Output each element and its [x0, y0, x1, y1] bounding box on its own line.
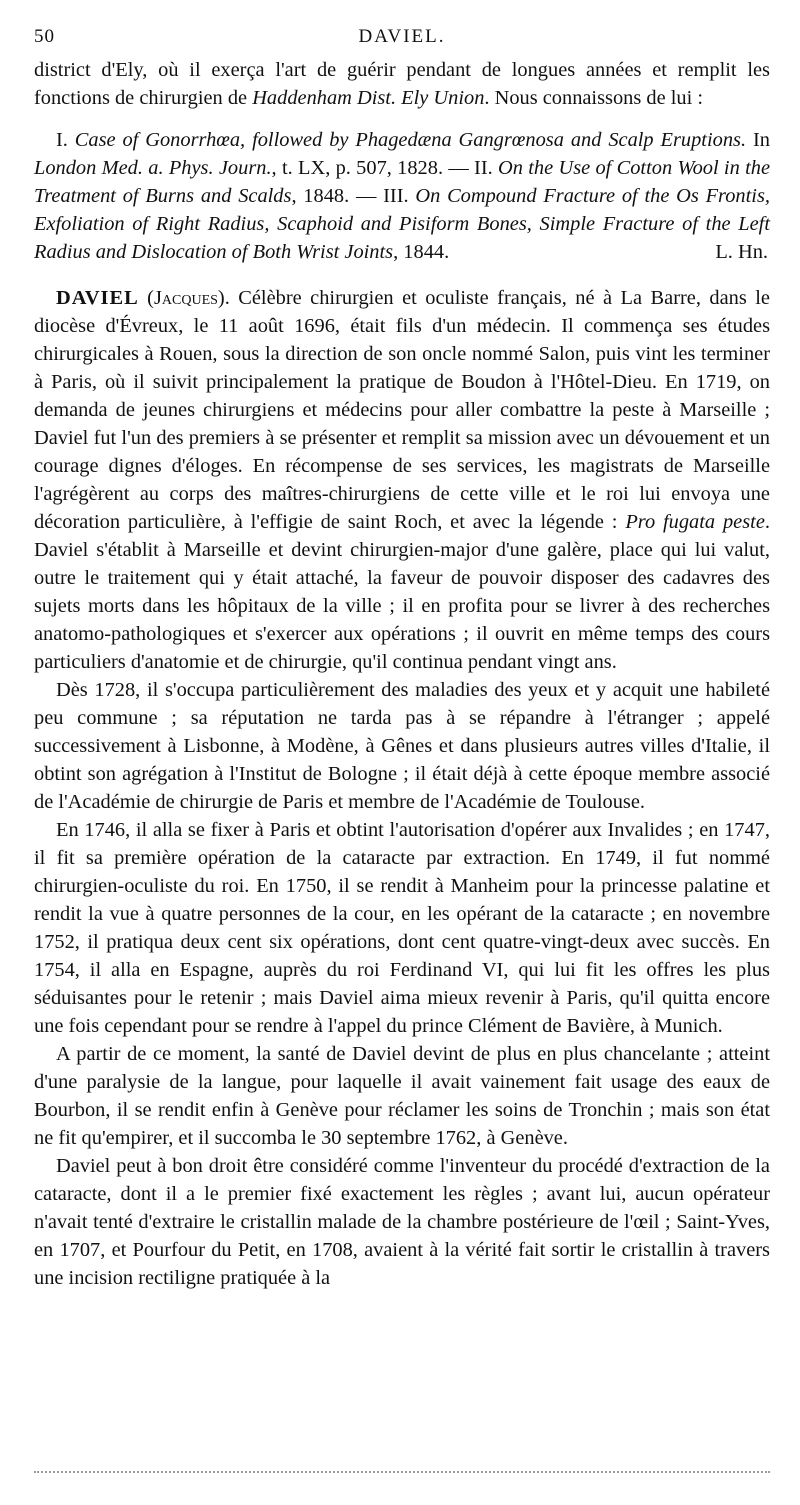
- previous-entry-text-1: district d'Ely, où il exerça l'art de guérir pendant de longues années et remplit les fonctions de chirurgien de: [34, 59, 770, 109]
- entry-paragraph-1: [34, 284, 770, 676]
- bib-text-5: , 1844.: [393, 241, 450, 263]
- bib-text-4: , 1848. — III.: [291, 185, 416, 207]
- page-number: 50: [34, 26, 55, 47]
- entry-paragraph-1-text-a: Célèbre chirurgien et oculiste français, né à La Barre, dans le diocèse d'Évreux, le 11 août 1696, était fils d'un médecin. Il commença ses études chirurgicales à Rouen, sous la direction de son oncle nommé Salon, puis vint les terminer à Paris, où il suivit principalement la pratique de Boudon à l'Hôtel-Dieu. En 1719, on demanda de jeunes chirurgiens et médecins pour aller combattre la peste à Marseille ; Daviel fut l'un des premiers à se présenter et remplit sa mission avec un dévouement et un courage dignes d'éloges. En récompense de ses services, les magistrats de Marseille l'agrégèrent au corps des maîtres-chirurgiens de cette ville et le roi lui envoya une décoration particulière, à l'effigie de saint Roch, et avec la légende :: [34, 287, 770, 533]
- entry-paragraph-1-text-b: . Daviel s'établit à Marseille et devint chirurgien-major d'une galère, place qui lui valut, outre le traitement qui y était attaché, la faveur de pouvoir disposer des cadavres des sujets morts dans les hôpitaux de la ville ; il en profita pour se livrer à des recherches anatomo-pathologiques et s'exercer aux opérations ; il ouvrit en même temps des cours particuliers d'anatomie et de chirurgie, qu'il continua pendant vingt ans.: [34, 511, 770, 673]
- bib-journal: London Med. a. Phys. Journ.: [34, 157, 272, 179]
- bib-text-2: In: [746, 129, 770, 151]
- entry-headword: DAVIEL: [56, 287, 139, 309]
- bib-title-2: On the Use of Cotton Wool in the Treatment of Burns and Scalds: [34, 157, 770, 207]
- previous-entry-end: [34, 56, 770, 112]
- bib-author-signature: L. Hn.: [715, 241, 768, 263]
- running-title: DAVIEL.: [358, 26, 446, 47]
- entry-paragraph-4: A partir de ce moment, la santé de Daviel devint de plus en plus chancelante ; atteint d'une paralysie de la langue, pour laquelle il avait vainement fait usage des eaux de Bourbon, il se rendit enfin à Genève pour réclamer les soins de Tronchin ; mais son état ne fit qu'empirer, et il succomba le 30 septembre 1762, à Genève.: [34, 1043, 770, 1149]
- entry-forename: (Jacques).: [147, 287, 230, 309]
- bib-text-1: I.: [56, 129, 75, 151]
- entry-paragraph-5: Daviel peut à bon droit être considéré comme l'inventeur du procédé d'extraction de la cataracte, dont il a le premier fixé exactement les règles ; avant lui, aucun opérateur n'avait tenté d'extraire le cristallin malade de la chambre postérieure de l'œil ; Saint-Yves, en 1707, et Pourfour du Petit, en 1708, avaient à la vérité fait sortir le cristallin à travers une incision rectiligne pratiquée à la: [34, 1155, 770, 1289]
- bib-title-3: On Compound Fracture of the Os Frontis, Exfoliation of Right Radius, Scaphoid and Pisiform Bones, Simple Fracture of the Left Radius and Dislocation of Both Wrist Joints: [34, 185, 770, 263]
- page: [34, 26, 770, 1292]
- daviel-entry: [34, 284, 770, 1292]
- bib-text-3: , t. LX, p. 507, 1828. — II.: [271, 157, 499, 179]
- footer-dotted-rule: [34, 1471, 770, 1473]
- previous-entry-place: Haddenham Dist. Ely Union: [252, 87, 485, 109]
- entry-paragraph-3: En 1746, il alla se fixer à Paris et obtint l'autorisation d'opérer aux Invalides ; en 1747, il fit sa première opération de la cataracte par extraction. En 1749, il fut nommé chirurgien-oculiste du roi. En 1750, il se rendit à Manheim pour la princesse palatine et rendit la vue à quatre personnes de la cour, en les opérant de la cataracte ; en novembre 1752, il pratiqua deux cent six opérations, dont cent quatre-vingt-deux avec succès. En 1754, il alla en Espagne, auprès du roi Ferdinand VI, qui lui fit les offres les plus séduisantes pour le retenir ; mais Daviel aima mieux revenir à Paris, qu'il quitta encore une fois cependant pour se rendre à l'appel du prince Clément de Bavière, à Munich.: [34, 819, 770, 1037]
- entry-paragraph-2: Dès 1728, il s'occupa particulièrement des maladies des yeux et y acquit une habileté peu commune ; sa réputation ne tarda pas à se répandre à l'étranger ; appelé successivement à Lisbonne, à Modène, à Gênes et dans plusieurs autres villes d'Italie, il obtint son agrégation à l'Institut de Bologne ; il était déjà à cette époque membre associé de l'Académie de chirurgie de Paris et membre de l'Académie de Toulouse.: [34, 679, 770, 813]
- bibliography-list: [34, 126, 770, 266]
- running-header: [34, 26, 770, 56]
- article-body: [34, 56, 770, 1292]
- previous-entry-text-2: . Nous connaissons de lui :: [484, 87, 704, 109]
- bib-title-1: Case of Gonorrhœa, followed by Phagedæna Gangrœnosa and Scalp Eruptions.: [74, 129, 747, 151]
- entry-motto: Pro fugata peste: [625, 511, 765, 533]
- bibliography: [34, 126, 770, 266]
